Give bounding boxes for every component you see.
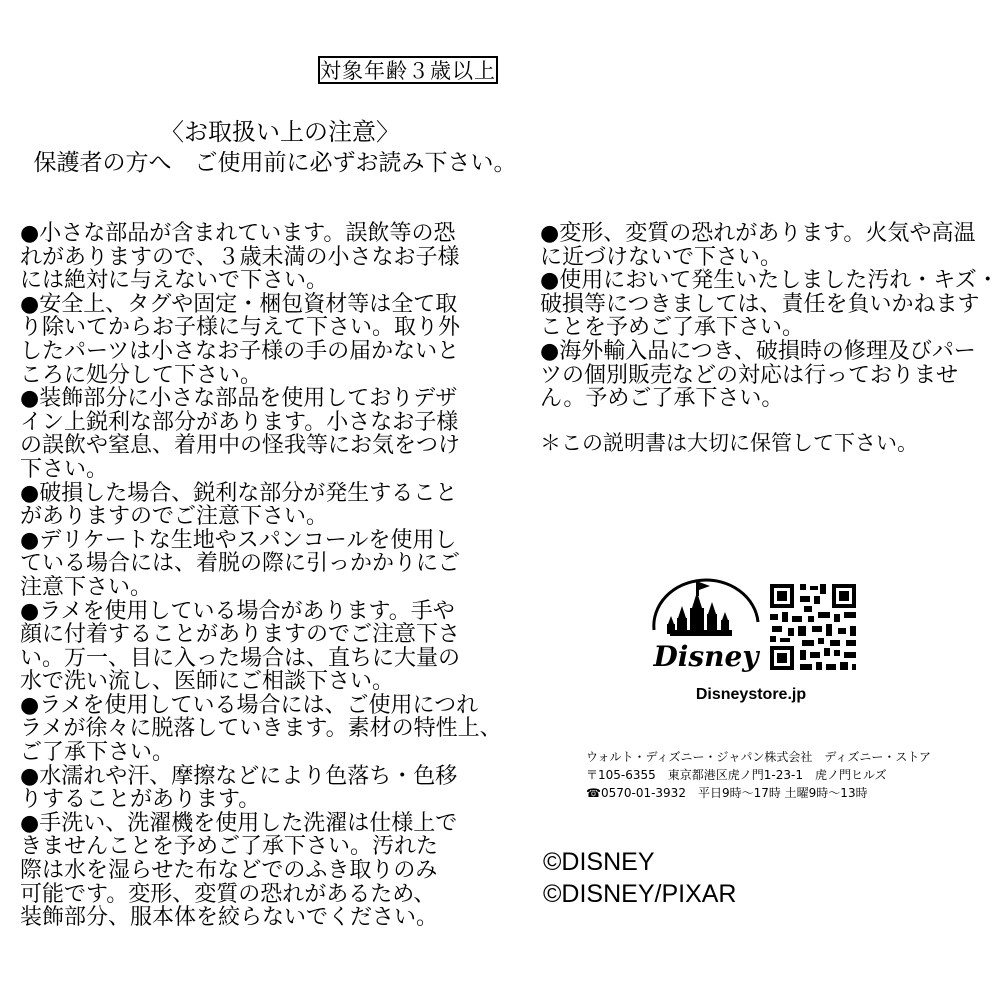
caution-line: い。万一、目に入った場合は、直ちに大量の: [20, 645, 461, 671]
caution-line: ●小さな部品が含まれています。誤飲等の恐: [20, 221, 456, 246]
copyright-line: ©DISNEY: [543, 848, 655, 876]
disney-castle-logo: [640, 572, 770, 672]
keep-manual-note: ＊この説明書は大切に保管して下さい。: [540, 431, 918, 455]
caution-line: ●水濡れや汗、摩擦などにより色落ち・色移: [20, 763, 458, 789]
caution-line: 際は水を湿らせた布などでのふき取りのみ: [20, 858, 438, 884]
right-caution-column: [540, 221, 999, 412]
caution-line: ツの個別販売などの対応は行っておりませ: [540, 362, 959, 388]
company-info: [586, 748, 931, 802]
caution-line: ●装飾部分に小さな部品を使用しておりデザ: [20, 386, 458, 412]
caution-line: 顔に付着することがありますのでご注意下さ: [20, 622, 461, 648]
copyright-line: ©DISNEY/PIXAR: [543, 880, 737, 908]
caution-line: がありますのでご注意下さい。: [20, 504, 329, 530]
caution-line: ラメが徐々に脱落していきます。素材の特性上、: [20, 716, 502, 742]
caution-line: ●ラメを使用している場合があります。手や: [20, 598, 455, 624]
castle-icon: [640, 572, 770, 672]
company-line: ウォルト・ディズニー・ジャパン株式会社 ディズニー・ストア: [586, 750, 932, 764]
caution-line: り除いてからお子様に与えて下さい。取り外: [20, 315, 461, 341]
caution-line: には絶対に与えないで下さい。: [20, 268, 329, 294]
caution-line: に近づけないで下さい。: [540, 244, 783, 270]
caution-line: イン上鋭利な部分があります。小さなお子様: [20, 409, 459, 435]
company-line: ☎0570-01-3932 平日9時〜17時 土曜9時〜13時: [586, 786, 868, 800]
caution-line: れがありますので、３歳未満の小さなお子様: [20, 244, 460, 270]
page-subtitle: 保護者の方へ ご使用前に必ずお読み下さい。: [33, 150, 517, 176]
caution-line: ●ラメを使用している場合には、ご使用につれ: [20, 692, 479, 718]
caution-line: ている場合には、着脱の際に引っかかりにご: [20, 551, 461, 577]
caution-line: ●使用において発生いたしました汚れ・キズ・: [540, 268, 999, 294]
caution-line: ●変形、変質の恐れがあります。火気や高温: [540, 221, 976, 246]
caution-line: ●デリケートな生地やスパンコールを使用し: [20, 527, 457, 553]
caution-line: 可能です。変形、変質の恐れがあるため、: [20, 881, 436, 907]
page-title: 〈お取扱い上の注意〉: [160, 118, 400, 146]
caution-line: の誤飲や窒息、着用中の怪我等にお気をつけ: [20, 433, 461, 459]
caution-line: ころに処分して下さい。: [20, 362, 263, 388]
caution-line: 破損等につきましては、責任を負いかねます: [540, 291, 980, 317]
caution-line: ●破損した場合、鋭利な部分が発生すること: [20, 480, 458, 506]
caution-line: 水で洗い流し、医師にご相談下さい。: [20, 669, 395, 695]
caution-line: 下さい。: [20, 456, 109, 482]
left-caution-column: [20, 222, 525, 930]
copyright-block: [543, 846, 736, 910]
caution-line: 注意下さい。: [20, 574, 153, 600]
caution-line: ●海外輸入品につき、破損時の修理及びパー: [540, 338, 976, 364]
caution-line: ご了承下さい。: [20, 740, 175, 766]
website-link[interactable]: Disneystore.jp: [695, 686, 807, 703]
caution-line: ●安全上、タグや固定・梱包資材等は全て取: [20, 291, 458, 317]
caution-line: ●手洗い、洗濯機を使用した洗濯は仕様上で: [20, 810, 458, 836]
caution-line: ん。予めご了承下さい。: [540, 386, 784, 412]
caution-line: 装飾部分、服本体を絞らないでください。: [20, 905, 439, 931]
age-label: 対象年齢３歳以上: [318, 56, 498, 84]
caution-line: りすることがあります。: [20, 787, 261, 813]
disney-wordmark: Disney: [653, 640, 759, 672]
caution-line: したパーツは小さなお子様の手の届かないと: [20, 338, 460, 364]
qr-code-icon: [768, 582, 858, 672]
caution-line: きませんことを予めご了承下さい。汚れた: [20, 834, 439, 860]
caution-line: ことを予めご了承下さい。: [540, 315, 805, 341]
company-line: 〒105-6355 東京都港区虎ノ門1-23-1 虎ノ門ヒルズ: [586, 768, 887, 782]
